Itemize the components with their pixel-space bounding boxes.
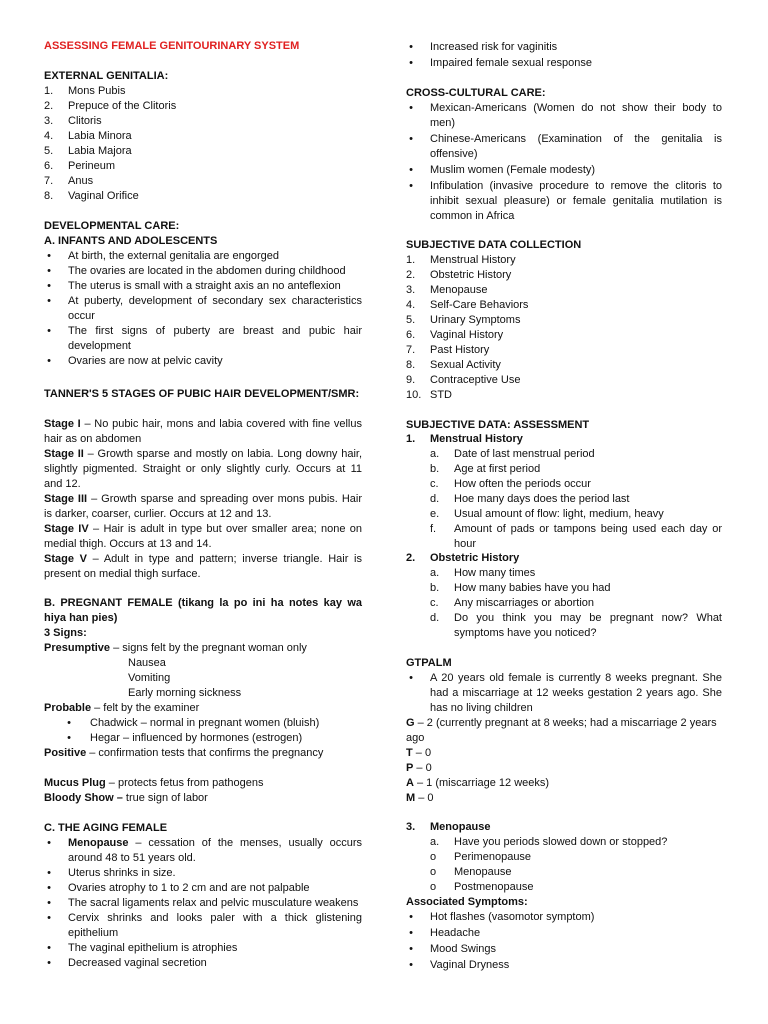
tanner-heading (44, 387, 362, 402)
letter-label: d. (430, 612, 440, 624)
number-label: 6. (406, 329, 416, 341)
aging-item (44, 866, 362, 881)
genitalia-item-text: Clitoris (68, 115, 102, 127)
aging-item-text: Ovaries atrophy to 1 to 2 cm and are not palpable (68, 882, 310, 894)
developmental-item-text: At puberty, development of secondary sex characteristics occur (68, 295, 362, 322)
number-label: 10. (406, 389, 422, 401)
menopause-option-text: Postmenopause (454, 881, 534, 893)
positive-label: Positive (44, 747, 87, 759)
developmental-item (44, 324, 362, 354)
developmental-item-text: At birth, the external genitalia are engorged (68, 250, 279, 262)
tanner-stage-label: Stage III (44, 493, 88, 505)
letter-label: f. (430, 523, 437, 535)
menopause-bullet-text (68, 836, 362, 866)
menstrual-item (430, 522, 722, 552)
bullet-icon: • (409, 180, 413, 192)
menopause-label: Menopause (68, 837, 129, 849)
bullet-icon: • (47, 912, 51, 924)
aging-female-heading: C. THE AGING FEMALE (44, 822, 168, 834)
tanner-stage (44, 552, 362, 582)
bullet-icon: • (47, 882, 51, 894)
genitalia-item-text: Labia Minora (68, 130, 132, 142)
number-label: 9. (406, 374, 416, 386)
obstetric-item-text: How many times (454, 567, 536, 579)
tanner-stage-text: – Growth sparse and spreading over mons pubis. Hair is darker, coarser, curlier. Occurs at 12 and 13. (44, 493, 362, 520)
aging-item-text: The vaginal epithelium is atrophies (68, 942, 238, 954)
aging-item (44, 881, 362, 896)
gtpalm-heading: GTPALM (406, 657, 452, 669)
menstrual-item (430, 492, 722, 507)
tanner-stage-text: – Hair is adult in type but over smaller area; none on medial thigh. Occurs at 13 and 14. (44, 523, 363, 550)
developmental-item (44, 279, 362, 294)
continued-item-text: Impaired female sexual response (430, 57, 593, 69)
developmental-item (44, 249, 362, 264)
bullet-icon: • (67, 732, 71, 744)
letter-label: c. (430, 597, 439, 609)
letter-label: c. (430, 478, 439, 490)
number-label: 1. (406, 433, 416, 445)
assessment-heading: SUBJECTIVE DATA: ASSESSMENT (406, 419, 590, 431)
menstrual-item (430, 507, 722, 522)
letter-label: d. (430, 493, 440, 505)
circle-bullet-icon: o (430, 851, 437, 863)
bullet-icon: • (47, 867, 51, 879)
genitalia-item-text: Perineum (68, 160, 116, 172)
number-label: 5. (44, 145, 54, 157)
developmental-item (44, 294, 362, 324)
three-signs-label: 3 Signs: (44, 627, 87, 639)
developmental-item (44, 264, 362, 279)
number-label: 7. (406, 344, 416, 356)
bullet-icon: • (47, 957, 51, 969)
bullet-icon: • (409, 943, 413, 955)
probable-item-text: Chadwick – normal in pregnant women (bluish) (90, 717, 320, 729)
subjective-item-text: Menopause (430, 284, 488, 296)
number-label: 4. (406, 299, 416, 311)
tanner-stage-text: – Adult in type and pattern; inverse triangle. Hair is present on medial thigh surface. (44, 553, 362, 580)
positive-text: – confirmation tests that confirms the pregnancy (86, 747, 324, 759)
number-label: 7. (44, 175, 54, 187)
gtpalm-t-label: T (406, 747, 413, 759)
subjective-item-text: Sexual Activity (430, 359, 501, 371)
bullet-icon: • (409, 164, 413, 176)
probable-line (44, 701, 362, 716)
obstetric-history-label: Obstetric History (430, 552, 520, 564)
bullet-icon: • (47, 250, 51, 262)
document-title: ASSESSING FEMALE GENITOURINARY SYSTEM (44, 40, 300, 52)
gtpalm-p (406, 761, 722, 776)
developmental-item-text: The first signs of puberty are breast and pubic hair development (68, 325, 362, 352)
aging-item (44, 896, 362, 911)
tanner-stage (44, 417, 362, 447)
obstetric-item (430, 581, 722, 596)
developmental-item-text: The ovaries are located in the abdomen during childhood (68, 265, 346, 277)
mucus-plug-line (44, 776, 362, 791)
bullet-icon: • (409, 927, 413, 939)
external-genitalia-heading: EXTERNAL GENITALIA: (44, 70, 169, 82)
pregnant-heading: B. PREGNANT FEMALE (tikang la po ini ha notes kay wa hiya han pies) (44, 597, 362, 624)
letter-label: a. (430, 836, 440, 848)
obstetric-item (430, 611, 722, 641)
gtpalm-p-text: – 0 (413, 762, 432, 774)
genitalia-item-text: Vaginal Orifice (68, 190, 139, 202)
bullet-icon: • (67, 717, 71, 729)
gtpalm-g (406, 716, 722, 746)
symptom-item-text: Headache (430, 927, 481, 939)
menstrual-item-text: Age at first period (454, 463, 541, 475)
gtpalm-m (406, 791, 722, 806)
bullet-icon: • (47, 280, 51, 292)
letter-label: a. (430, 448, 440, 460)
bullet-icon: • (409, 959, 413, 971)
bloody-show-line (44, 791, 362, 806)
number-label: 3. (44, 115, 54, 127)
number-label: 5. (406, 314, 416, 326)
probable-text: – felt by the examiner (91, 702, 200, 714)
menstrual-item (430, 447, 722, 462)
cross-cultural-item (406, 101, 722, 131)
bullet-icon: • (47, 837, 51, 849)
bullet-icon: • (409, 41, 413, 53)
cross-cultural-item (406, 179, 722, 224)
continued-item-text: Increased risk for vaginitis (430, 41, 558, 53)
tanner-stage-label: Stage I (44, 418, 81, 430)
number-label: 2. (406, 269, 416, 281)
menstrual-item (430, 477, 722, 492)
continued-item (406, 40, 722, 55)
tanner-stage-text: – Growth sparse and mostly on labia. Long downy hair, slightly pigmented. Straight or only slightly curly. Occurs at 11 and 12. (44, 448, 363, 490)
continued-item (406, 56, 722, 71)
genitalia-item-text: Anus (68, 175, 94, 187)
symptom-item-text: Mood Swings (430, 943, 497, 955)
symptom-item (406, 942, 722, 957)
presumptive-item: Vomiting (128, 672, 171, 684)
tanner-stage (44, 447, 362, 492)
gtpalm-bullet-text: A 20 years old female is currently 8 weeks pregnant. She had a miscarriage at 12 weeks gestation 2 years ago. She has no living children (430, 672, 722, 714)
probable-item-text: Hegar – influenced by hormones (estrogen) (90, 732, 303, 744)
aging-item-text: The sacral ligaments relax and pelvic musculature weakens (68, 897, 359, 909)
gtpalm-p-label: P (406, 762, 414, 774)
number-label: 3. (406, 821, 416, 833)
menopause-question-text: Have you periods slowed down or stopped? (454, 836, 668, 848)
menstrual-history-label: Menstrual History (430, 433, 523, 445)
bullet-icon: • (47, 897, 51, 909)
number-label: 1. (44, 85, 54, 97)
cross-cultural-item (406, 163, 722, 178)
number-label: 1. (406, 254, 416, 266)
gtpalm-a (406, 776, 722, 791)
developmental-item-text: The uterus is small with a straight axis an no anteflexion (68, 280, 341, 292)
bullet-icon: • (409, 57, 413, 69)
obstetric-item-text: Any miscarriages or abortion (454, 597, 595, 609)
subjective-collection-heading: SUBJECTIVE DATA COLLECTION (406, 239, 582, 251)
cross-cultural-item (406, 132, 722, 162)
gtpalm-a-label: A (406, 777, 414, 789)
bullet-icon: • (47, 355, 51, 367)
presumptive-line (44, 641, 362, 656)
cross-cultural-heading: CROSS-CULTURAL CARE: (406, 87, 546, 99)
letter-label: b. (430, 582, 440, 594)
menstrual-item-text: Amount of pads or tampons being used each day or hour (454, 523, 722, 550)
circle-bullet-icon: o (430, 866, 437, 878)
presumptive-item: Early morning sickness (128, 687, 242, 699)
subjective-item-text: STD (430, 389, 452, 401)
gtpalm-t (406, 746, 722, 761)
number-label: 8. (44, 190, 54, 202)
developmental-care-heading: DEVELOPMENTAL CARE: (44, 220, 180, 232)
bullet-icon: • (47, 942, 51, 954)
gtpalm-m-text: – 0 (415, 792, 434, 804)
menstrual-item-text: Hoe many days does the period last (454, 493, 630, 505)
symptom-item-text: Vaginal Dryness (430, 959, 510, 971)
number-label: 6. (44, 160, 54, 172)
aging-item (44, 941, 362, 956)
menstrual-item-text: Date of last menstrual period (454, 448, 595, 460)
number-label: 3. (406, 284, 416, 296)
gtpalm-g-text: – 2 (currently pregnant at 8 weeks; had a miscarriage 2 years ago (406, 717, 717, 744)
tanner-heading-text: TANNER'S 5 STAGES OF PUBIC HAIR DEVELOPMENT/SMR: (44, 388, 360, 400)
number-label: 4. (44, 130, 54, 142)
symptom-item (406, 910, 722, 925)
number-label: 2. (44, 100, 54, 112)
gtpalm-m-label: M (406, 792, 416, 804)
tanner-stage-label: Stage V (44, 553, 87, 565)
probable-label: Probable (44, 702, 92, 714)
menopause-text: – cessation of the menses, usually occurs around 48 to 51 years old. (68, 837, 362, 864)
genitalia-item-text: Prepuce of the Clitoris (68, 100, 177, 112)
letter-label: a. (430, 567, 440, 579)
bullet-icon: • (47, 265, 51, 277)
bloody-show-text: true sign of labor (122, 792, 208, 804)
menopause-option-text: Menopause (454, 866, 512, 878)
presumptive-text: – signs felt by the pregnant woman only (110, 642, 307, 654)
cross-cultural-item-text: Mexican-Americans (Women do not show their body to men) (430, 102, 722, 129)
obstetric-item (430, 566, 722, 581)
bullet-icon: • (409, 911, 413, 923)
letter-label: b. (430, 463, 440, 475)
positive-line (44, 746, 362, 761)
circle-bullet-icon: o (430, 881, 437, 893)
tanner-stage-label: Stage IV (44, 523, 89, 535)
presumptive-item: Nausea (128, 657, 166, 669)
symptom-item-text: Hot flashes (vasomotor symptom) (430, 911, 595, 923)
mucus-plug-label: Mucus Plug (44, 777, 106, 789)
obstetric-item-text: Do you think you may be pregnant now? What symptoms have you noticed? (454, 612, 722, 639)
gtpalm-g-label: G (406, 717, 415, 729)
obstetric-item (430, 596, 722, 611)
cross-cultural-item-text: Infibulation (invasive procedure to remove the clitoris to inhibit sexual pleasure) or female genitalia mutilation is common in Africa (430, 180, 722, 222)
obstetric-item-text: How many babies have you had (454, 582, 611, 594)
menopause-heading-label: Menopause (430, 821, 491, 833)
subjective-item-text: Contraceptive Use (430, 374, 521, 386)
cross-cultural-item-text: Chinese-Americans (Examination of the genitalia is offensive) (430, 133, 722, 160)
subjective-item-text: Obstetric History (430, 269, 512, 281)
infants-adolescents-heading: A. INFANTS AND ADOLESCENTS (44, 235, 218, 247)
subjective-item-text: Menstrual History (430, 254, 516, 266)
subjective-item-text: Past History (430, 344, 490, 356)
aging-item-text: Uterus shrinks in size. (68, 867, 176, 879)
genitalia-item-text: Mons Pubis (68, 85, 126, 97)
aging-item (44, 911, 362, 941)
gtpalm-t-text: – 0 (412, 747, 432, 759)
bullet-icon: • (47, 295, 51, 307)
tanner-stage (44, 492, 362, 522)
aging-item-text: Cervix shrinks and looks paler with a thick glistening epithelium (68, 912, 362, 939)
gtpalm-a-text: – 1 (miscarriage 12 weeks) (413, 777, 550, 789)
symptom-item (406, 926, 722, 941)
mucus-plug-text: – protects fetus from pathogens (105, 777, 264, 789)
tanner-stage-label: Stage II (44, 448, 84, 460)
presumptive-label: Presumptive (44, 642, 111, 654)
aging-item-text: Decreased vaginal secretion (68, 957, 207, 969)
genitalia-item-text: Labia Majora (68, 145, 132, 157)
tanner-stage (44, 522, 362, 552)
number-label: 2. (406, 552, 416, 564)
bullet-icon: • (47, 325, 51, 337)
bullet-icon: • (409, 102, 413, 114)
menstrual-item-text: How often the periods occur (454, 478, 591, 490)
gtpalm-bullet (406, 671, 722, 716)
menstrual-item-text: Usual amount of flow: light, medium, heavy (454, 508, 664, 520)
tanner-stage-text: – No pubic hair, mons and labia covered with fine vellus hair as on abdomen (44, 418, 362, 445)
bullet-icon: • (409, 672, 413, 684)
subjective-item-text: Urinary Symptoms (430, 314, 521, 326)
letter-label: e. (430, 508, 440, 520)
subjective-item-text: Self-Care Behaviors (430, 299, 529, 311)
developmental-item-text: Ovaries are now at pelvic cavity (68, 355, 223, 367)
developmental-item (44, 354, 362, 369)
bloody-show-label: Bloody Show – (44, 792, 123, 804)
number-label: 8. (406, 359, 416, 371)
symptom-item (406, 958, 722, 973)
menstrual-item (430, 462, 722, 477)
subjective-item-text: Vaginal History (430, 329, 504, 341)
menopause-bullet (44, 836, 362, 866)
associated-symptoms-heading: Associated Symptoms: (406, 896, 528, 908)
menopause-option-text: Perimenopause (454, 851, 532, 863)
cross-cultural-item-text: Muslim women (Female modesty) (430, 164, 596, 176)
bullet-icon: • (409, 133, 413, 145)
aging-item (44, 956, 362, 971)
